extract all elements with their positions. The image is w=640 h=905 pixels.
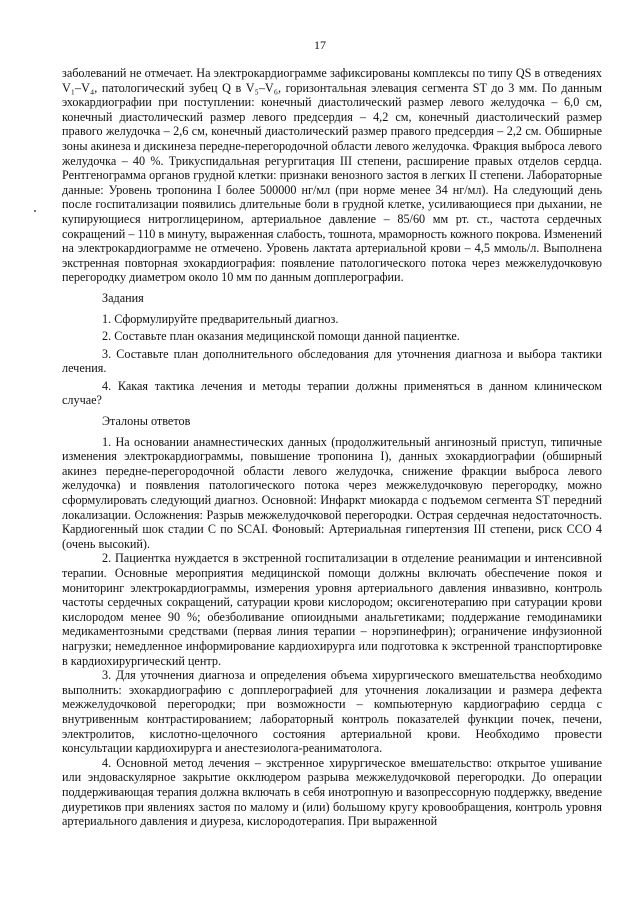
answer-item-2: 2. Пациентка нуждается в экстренной госпитализации в отделение реанимации и интенсивной терапии. Основные мероприятия медицинской помощи должны включать обеспечение покоя и мониторинг электрокардиограммы, измерения уровня артериального давления инвазивно, контроль частоты сердечных сокращений, сатурации крови кислородом; оксигенотерапию при сатурации крови кислородом менее 90 %; обезболивание опиоидными анальгетиками; поддержание гемодинамики медикаментозными средствами (первая линия терапии – норэпинефрин); ограничение инфузионной нагрузки; немедленное информирование кардиохирурга или подготовка к экстренной транспортировке в кардиохирургический центр. bbox=[62, 551, 602, 668]
page-content bbox=[62, 66, 602, 829]
task-item-1: 1. Сформулируйте предварительный диагноз. bbox=[102, 311, 339, 326]
answer-item-3: 3. Для уточнения диагноза и определения объема хирургического вмешательства необходимо выполнить: эхокардиографию с допплерографией для уточнения локализации и размера дефекта межжелудочковой перегородки; при возможности – компьютерную кардиографию сердца с внутривенным контрастированием; лабораторный контроль показателей функции почек, печени, электролитов, кислотно-щелочного состояния артериальной крови. Необходимо провести консультации кардиохирурга и анестезиолога-реаниматолога. bbox=[62, 668, 602, 756]
task-item-2: 2. Составьте план оказания медицинской помощи данной пациентке. bbox=[102, 329, 460, 344]
tasks-heading: Задания bbox=[102, 290, 144, 305]
task-item-4: 4. Какая тактика лечения и методы терапии должны применяться в данном клиническом случае? bbox=[62, 378, 602, 408]
answers-heading: Эталоны ответов bbox=[102, 414, 191, 429]
scan-speck bbox=[34, 210, 36, 212]
case-paragraph: заболеваний не отмечает. На электрокардиограмме зафиксированы комплексы по типу QS в отведениях V₁–V₄, патологический зубец Q в V₅–V₆, горизонтальная элевация сегмента ST до 3 мм. По данным эхокардиографии при поступлении: конечный диастолический размер левого желудочка – 6,0 см, конечный диастолический размер левого предсердия – 4,2 см, конечный диастолический размер правого желудочка – 2,6 см, конечный диастолический размер правого предсердия – 2,2 см. Обширные зоны акинеза и дискинеза передне-перегородочной области левого желудочка. Фракция выброса левого желудочка – 40 %. Трикуспидальная регургитация III степени, расширение правых отделов сердца. Рентгенограмма органов грудной клетки: признаки венозного застоя в легких II степени. Лабораторные данные: Уровень тропонина I более 500000 нг/мл (при норме менее 34 нг/мл). На следующий день после госпитализации появились длительные боли в грудной клетке, усиливающиеся при дыхании, не купирующиеся нитроглицерином, артериальное давление – 85/60 мм рт. ст., частота сердечных сокращений – 110 в минуту, выраженная слабость, тошнота, мраморность кожного покрова. Изменений на электрокардиограмме не отмечено. Уровень лактата артериальной крови – 4,5 ммоль/л. Выполнена экстренная повторная эхокардиография: появление патологического потока через межжелудочковую перегородку диаметром около 10 мм по данным допплерографии. bbox=[62, 66, 602, 285]
page-number: 17 bbox=[314, 38, 326, 52]
task-item-3: 3. Составьте план дополнительного обследования для уточнения диагноза и выбора тактики лечения. bbox=[62, 346, 602, 376]
answer-item-4: 4. Основной метод лечения – экстренное хирургическое вмешательство: открытое ушивание или эндоваскулярное закрытие окклюдером разрыва межжелудочковой перегородки. До операции поддерживающая терапия должна включать в себя инотропную и вазопрессорную поддержку, введение диуретиков при явлениях застоя по малому и (или) большому кругу кровообращения, контроль уровня артериального давления и диуреза, кислородотерапия. При выраженной bbox=[62, 755, 602, 829]
answer-item-1: 1. На основании анамнестических данных (продолжительный ангинозный приступ, типичные изменения электрокардиограммы, повышение тропонина I), данных эхокардиографии (обширный акинез передне-перегородочной области левого желудочка, снижение фракции выброса левого желудочка) и появления патологического потока через межжелудочковую перегородку, можно сформулировать следующий диагноз. Основной: Инфаркт миокарда с подъемом сегмента ST передний локализации. Осложнения: Разрыв межжелудочковой перегородки. Острая сердечная недостаточность. Кардиогенный шок стадии C по SCAI. Фоновый: Артериальная гипертензия III степени, риск ССО 4 (очень высокий). bbox=[62, 434, 602, 551]
